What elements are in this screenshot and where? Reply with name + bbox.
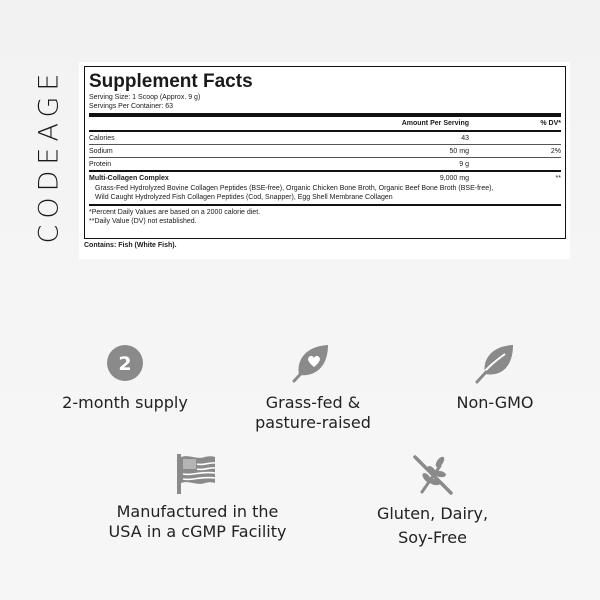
feature-manufactured-usa: Manufactured in the USA in a cGMP Facility	[108, 502, 287, 541]
brand-name: CODEAGE	[33, 67, 65, 243]
feature-non-gmo: Non-GMO	[456, 393, 534, 412]
feature-grass-fed: Grass-fed & pasture-raised	[255, 393, 371, 432]
feature-label: 2-month supply	[62, 393, 188, 412]
servings-per-container: Servings Per Container: 63	[89, 103, 174, 110]
brand-logo	[30, 67, 68, 243]
facts-row-sodium: Sodium 50 mg 2%	[89, 147, 561, 155]
feature-gluten-dairy-soy-free: Gluten, Dairy, Soy-Free	[376, 504, 489, 547]
crossed-wheat-icon	[410, 452, 456, 498]
facts-row-calories: Calories 43	[89, 134, 469, 142]
us-flag-icon	[175, 452, 217, 496]
serving-size: Serving Size: 1 Scoop (Approx. 9 g)	[89, 94, 201, 101]
facts-row-complex: Multi-Collagen Complex 9,000 mg **	[89, 174, 561, 182]
supplement-facts-box	[84, 66, 566, 239]
facts-title: Supplement Facts	[89, 71, 253, 92]
leaf-heart-icon	[290, 340, 334, 384]
leaf-icon	[474, 340, 518, 384]
dv-header: % DV*	[540, 120, 561, 127]
complex-ingredients: Grass-Fed Hydrolyzed Bovine Collagen Peptides (BSE-free), Organic Chicken Bone Broth, Organic Beef Bone Broth (BSE-free), Wild Caught Hydrolyzed Fish Collagen Peptides (Cod, Snapper), Egg Shell Membrane Collagen	[95, 185, 494, 201]
number-circle-icon	[105, 343, 145, 383]
facts-header-row	[89, 117, 561, 130]
facts-row-protein: Protein 9 g	[89, 160, 469, 168]
feature-two-month-supply	[30, 393, 220, 413]
footnotes	[89, 206, 561, 226]
supply-icon-number: 2	[118, 353, 132, 375]
amount-header: Amount Per Serving	[401, 120, 469, 127]
footnote-dv-not-established: **Daily Value (DV) not established.	[89, 218, 197, 225]
allergen-statement: Contains: Fish (White Fish).	[84, 242, 177, 249]
footnote-dv: *Percent Daily Values are based on a 2000 calorie diet.	[89, 209, 261, 216]
supplement-facts-panel	[79, 62, 570, 259]
